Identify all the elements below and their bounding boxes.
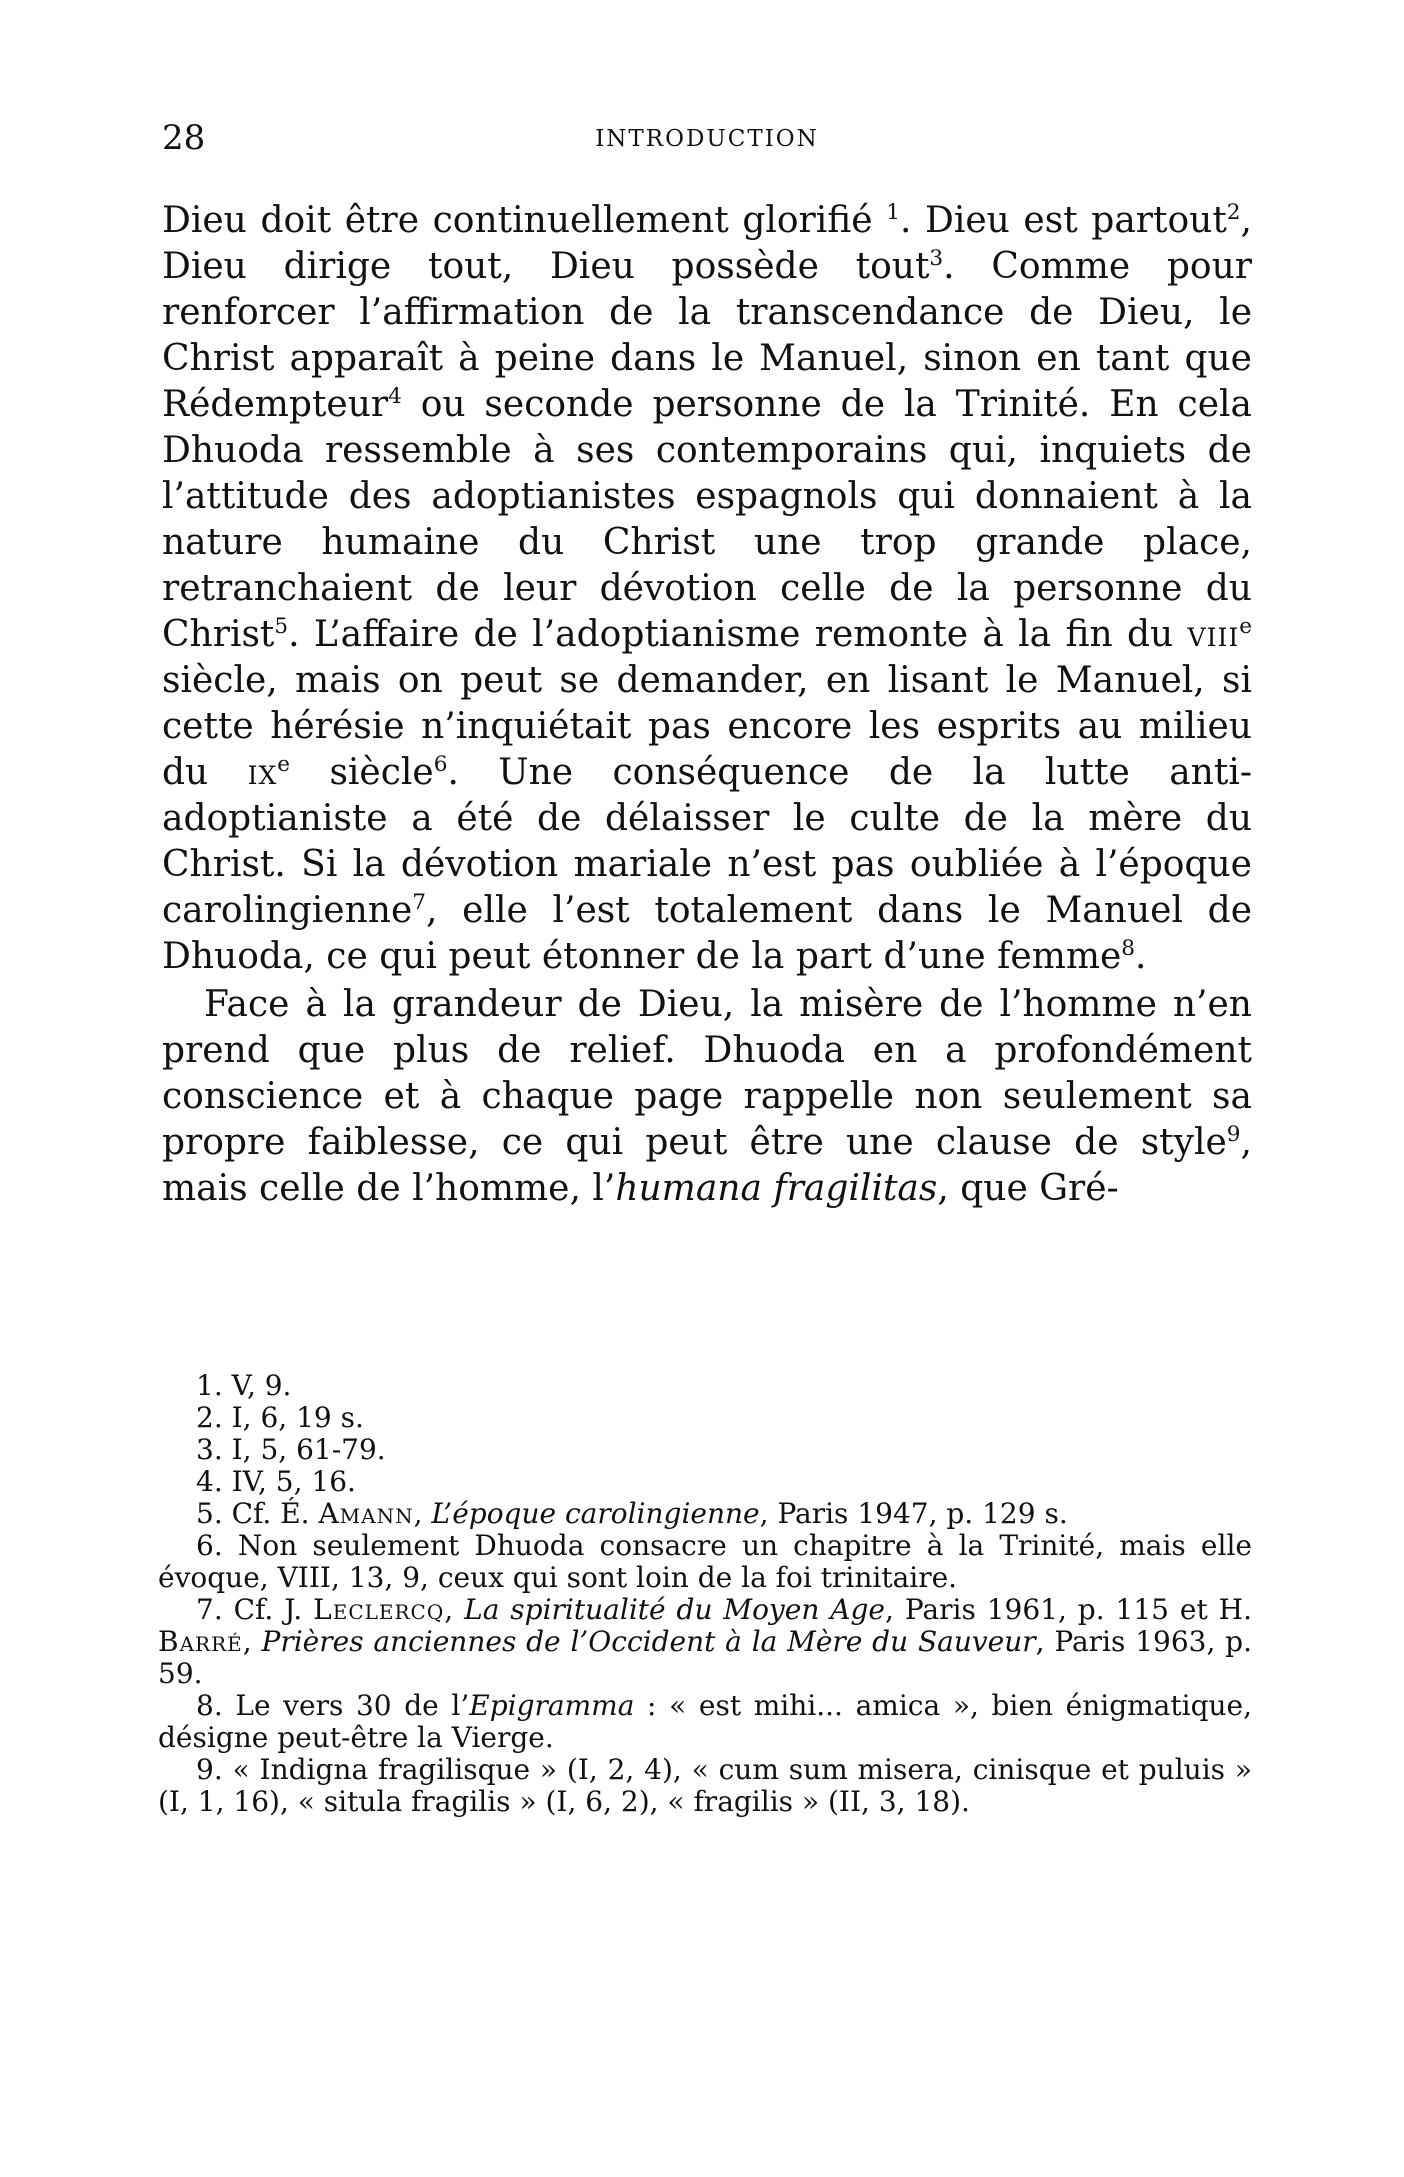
footnote-1: 1. V, 9. bbox=[196, 1369, 292, 1402]
footnote-8: 8. Le vers 30 de l’Epigramma : « est mihi... amica », bien énigmatique, désigne peut-être la Vierge. bbox=[158, 1689, 1252, 1754]
footnotes bbox=[158, 1370, 1252, 1818]
footnote-2: 2. I, 6, 19 s. bbox=[196, 1401, 364, 1434]
body-text bbox=[162, 198, 1252, 1212]
footnote-9: 9. « Indigna fragilisque » (I, 2, 4), « cum sum misera, cinisque et puluis » (I, 1, 16), « situla fragilis » (I, 6, 2), « fragilis » (II, 3, 18). bbox=[158, 1753, 1252, 1818]
footnote-3: 3. I, 5, 61-79. bbox=[196, 1433, 386, 1466]
running-title: INTRODUCTION bbox=[595, 126, 819, 152]
footnote-4: 4. IV, 5, 16. bbox=[196, 1465, 356, 1498]
page-header bbox=[162, 118, 1252, 178]
footnote-5: 5. Cf. É. Amann, L’époque carolingienne, Paris 1947, p. 129 s. bbox=[196, 1497, 1068, 1530]
page-number: 28 bbox=[162, 118, 206, 158]
footnote-6: 6. Non seulement Dhuoda consacre un chapitre à la Trinité, mais elle évoque, VIII, 13, 9, ceux qui sont loin de la foi trinitaire. bbox=[158, 1529, 1252, 1594]
footnote-7: 7. Cf. J. Leclercq, La spiritualité du Moyen Age, Paris 1961, p. 115 et H. Barré, Prières anciennes de l’Occident à la Mère du Sauveur, Paris 1963, p. 59. bbox=[158, 1593, 1252, 1690]
paragraph-2: Face à la grandeur de Dieu, la misère de l’homme n’en prend que plus de relief. Dhuoda en a profondément conscience et à chaque page rappelle non seulement sa propre faiblesse, ce qui peut être une clause de style$^9$, mais celle de l’homme, l’humana fragilitas, que Gré- bbox=[162, 984, 1252, 1209]
paragraph-1: Dieu doit être continuellement glorifié $^1$. Dieu est partout$^2$, Dieu dirige tout, Dieu possède tout$^3$. Comme pour renforcer l’affirmation de la transcendance de Dieu, le Christ apparaît à peine dans le Manuel, sinon en tant que Rédempteur$^4$ ou seconde personne de la Trinité. En cela Dhuoda ressemble à ses contemporains qui, inquiets de l’attitude des adoptianistes espagnols qui donnaient à la nature humaine du Christ une trop grande place, retranchaient de leur dévotion celle de la personne du Christ$^5$. L’affaire de l’adoptianisme remonte à la fin du viii$^e$ siècle, mais on peut se demander, en lisant le Manuel, si cette hérésie n’inquiétait pas encore les esprits au milieu du $ix^e$ siècle$^6$. Une conséquence de la lutte anti-adoptianiste a été de délaisser le culte de la mère du Christ. Si la dévotion mariale n’est pas oubliée à l’époque carolingienne$^7$, elle l’est totalement dans le Manuel de Dhuoda, ce qui peut étonner de la part d’une femme$^8$. bbox=[162, 200, 1253, 977]
